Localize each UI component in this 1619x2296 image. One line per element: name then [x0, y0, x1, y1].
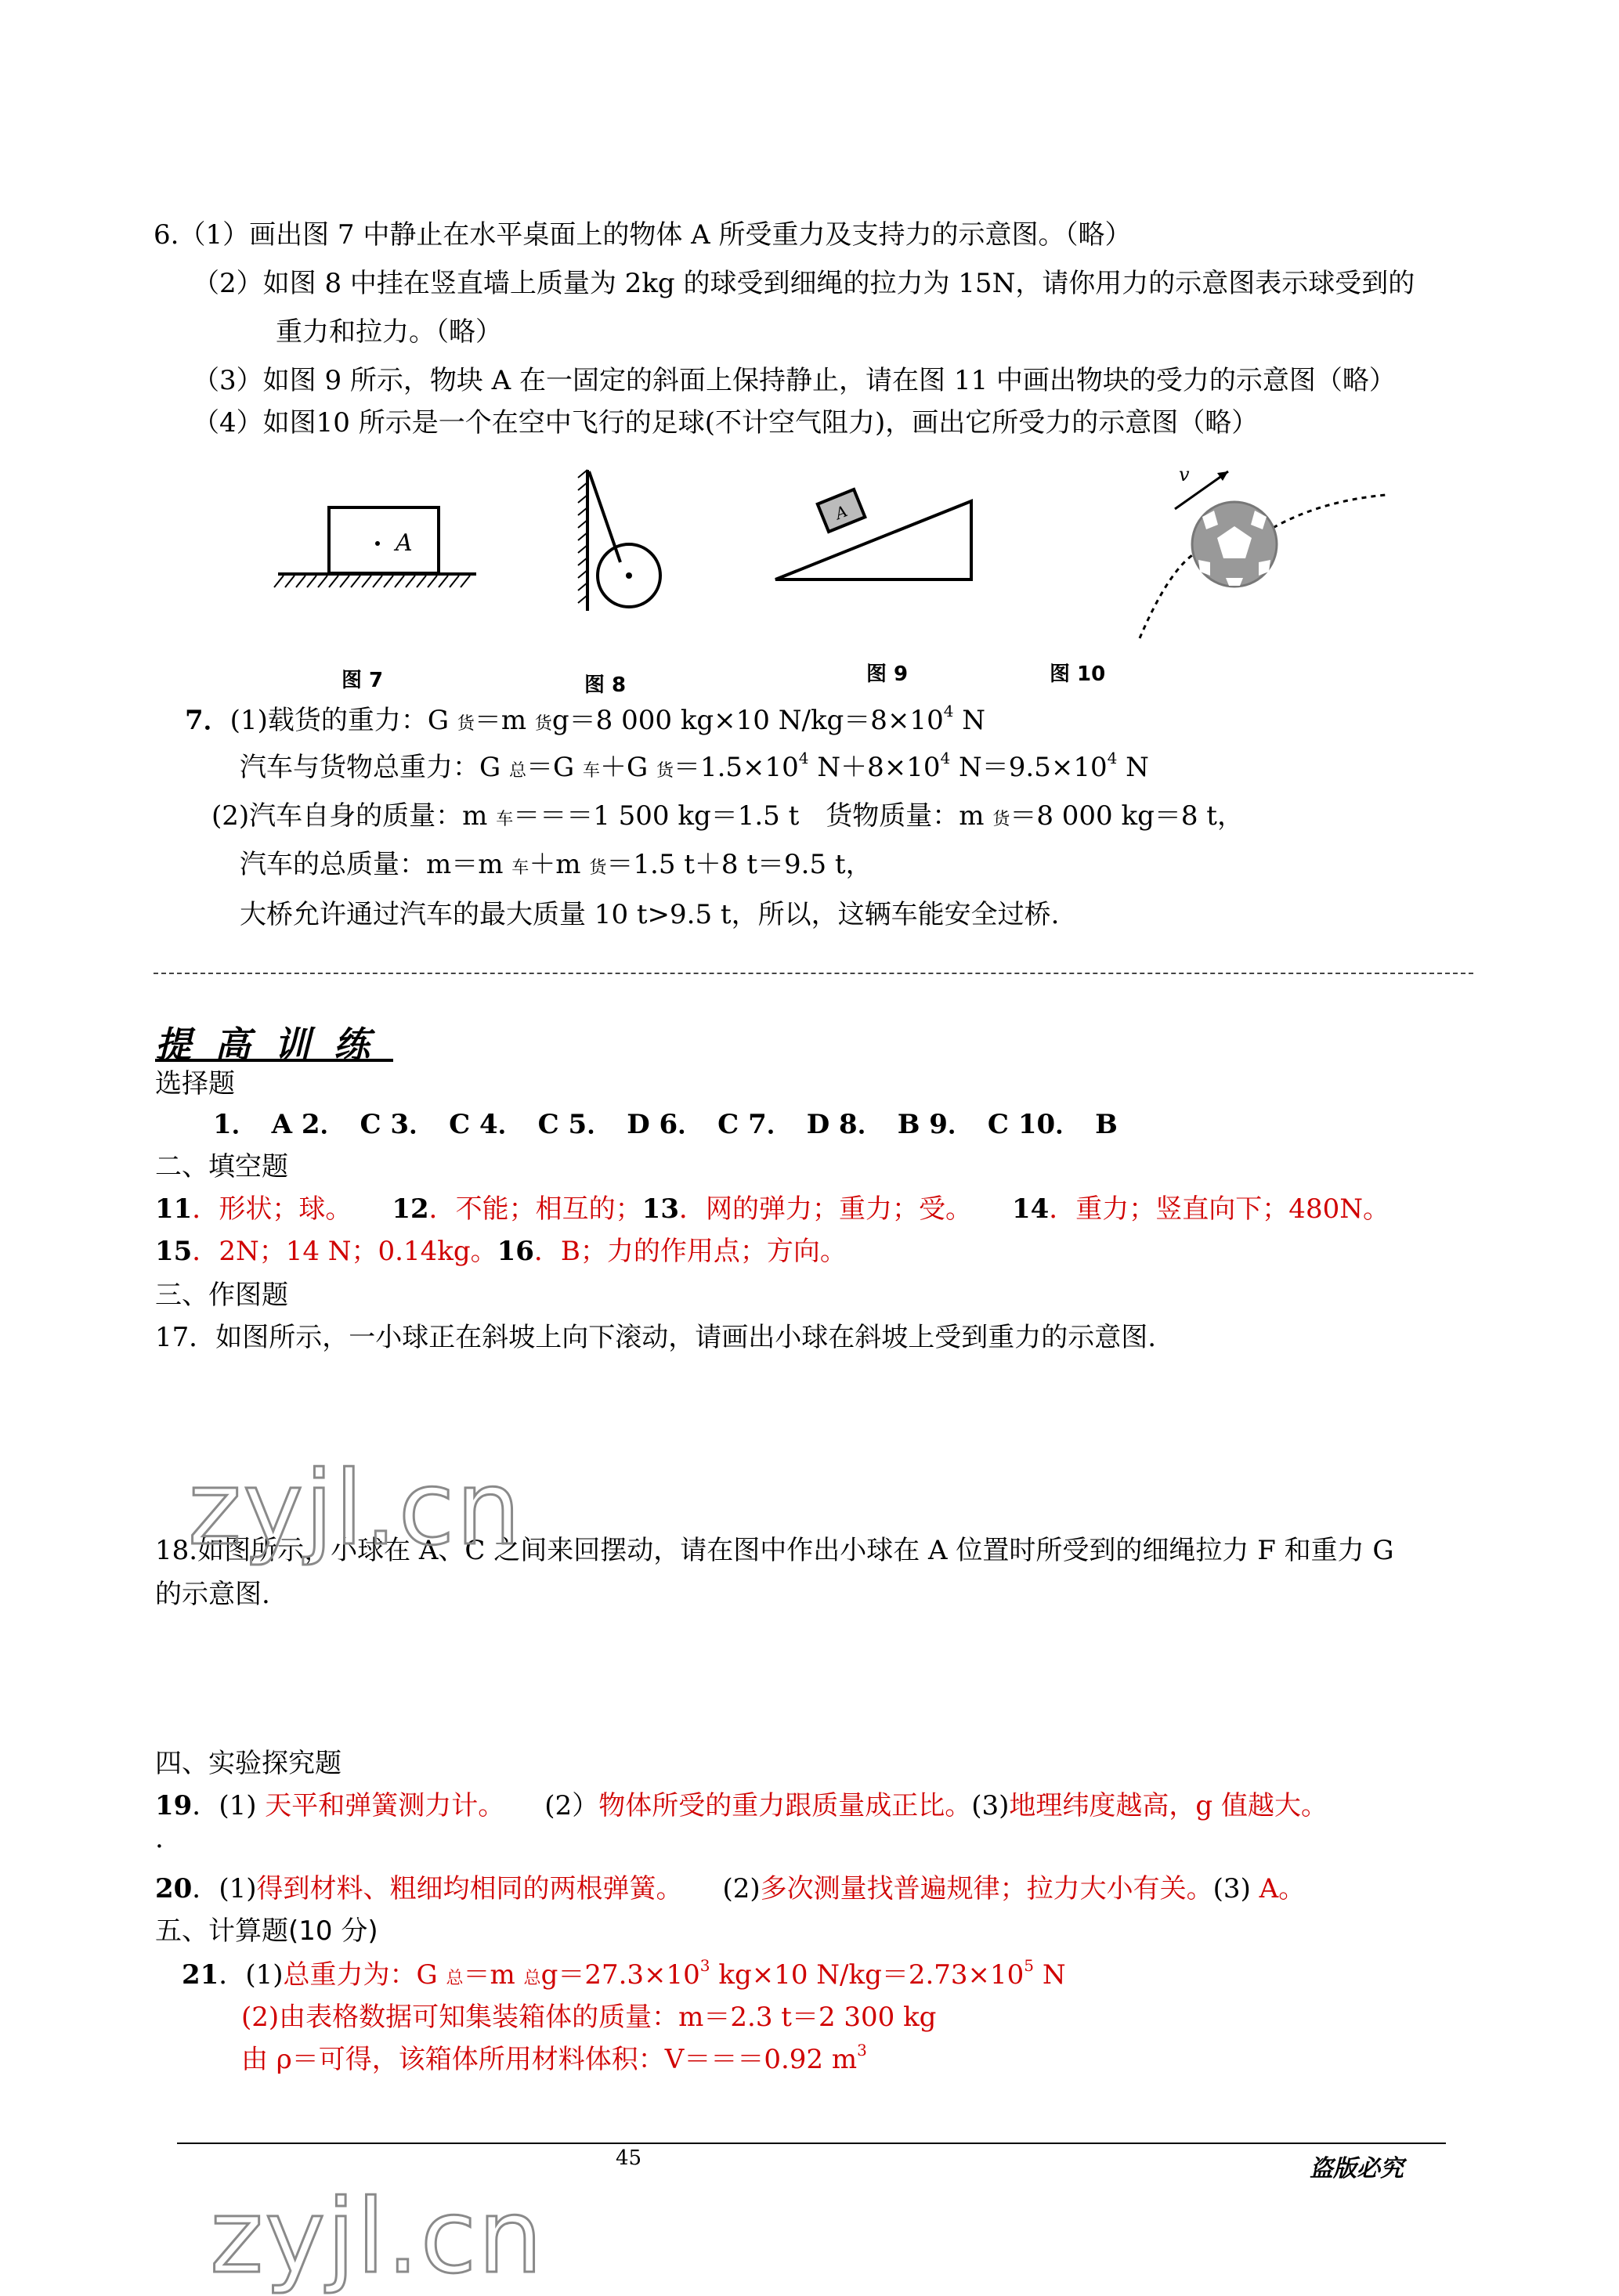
q18-line1: 18.如图所示，小球在 A、C 之间来回摆动，请在图中作出小球在 A 位置时所受到的细绳拉力 F 和重力 G — [155, 1535, 1394, 1566]
q6-line2: （2）如图 8 中挂在竖直墙上质量为 2kg 的球受到细绳的拉力为 15N，请你用力的示意图表示球受到的 — [193, 268, 1415, 299]
q20: 20．(1)得到材料、粗细均相同的两根弹簧。 (2)多次测量找普遍规律；拉力大小有关。(3) A。 — [155, 1873, 1306, 1904]
figure-7-caption: 图 7 — [342, 669, 384, 692]
draw-title: 三、作图题 — [155, 1280, 288, 1311]
figure-10-label: v — [1179, 464, 1190, 486]
watermark-1: zyjl.cn — [188, 1449, 522, 1568]
figure-9-label: A — [832, 501, 851, 523]
q11-q14-line: 11．形状；球。 12．不能；相互的；13．网的弹力；重力；受。 14．重力；竖直向下；480N。 — [155, 1193, 1390, 1225]
footer-rule — [177, 2143, 1446, 2144]
q21-line2: (2)由表格数据可知集装箱体的质量：m＝2.3 t＝2 300 kg — [241, 2002, 937, 2033]
calc-title: 五、计算题(10 分) — [155, 1915, 378, 1947]
q18-line2: 的示意图. — [155, 1579, 270, 1610]
q6-line4: （3）如图 9 所示，物块 A 在一固定的斜面上保持静止，请在图 11 中画出物块的受力的示意图（略） — [193, 365, 1396, 396]
copyright-stamp: 盗版必究 — [1310, 2155, 1404, 2182]
q6-line5: （4）如图10 所示是一个在空中飞行的足球(不计空气阻力)，画出它所受力的示意图（略） — [193, 407, 1259, 439]
figure-7-block-on-table — [274, 507, 476, 587]
fill-title: 二、填空题 — [155, 1151, 288, 1182]
q6-line1: 6.（1）画出图 7 中静止在水平桌面上的物体 A 所受重力及支持力的示意图。（略） — [154, 219, 1132, 251]
q17: 17．如图所示，一小球正在斜坡上向下滚动，请画出小球在斜坡上受到重力的示意图. — [155, 1322, 1157, 1353]
figure-7-label: A — [396, 529, 413, 557]
figure-10-caption: 图 10 — [1050, 662, 1106, 686]
figure-8-ball-on-wall — [578, 470, 660, 611]
figures-row — [266, 462, 1394, 666]
q7-line5: 大桥允许通过汽车的最大质量 10 t>9.5 t，所以，这辆车能安全过桥. — [240, 899, 1060, 930]
choice-answers: 1． A 2． C 3． C 4． C 5． D 6． C 7． D 8． B 9． C 10． B — [213, 1109, 1118, 1140]
page-number: 45 — [616, 2146, 642, 2170]
figure-9-block-on-incline — [775, 489, 971, 579]
dashed-divider — [154, 973, 1473, 974]
section-heading: 提高训练 — [155, 1023, 393, 1066]
choice-title: 选择题 — [155, 1068, 235, 1099]
q6-line3: 重力和拉力。（略） — [276, 316, 502, 348]
figure-10-flying-football — [1140, 464, 1386, 638]
q7-line1: 7．(1)载货的重力：G 货＝m 货g＝8 000 kg×10 $N/kg=8\times 10^4$ N — [185, 702, 985, 736]
q7-line2: 汽车与货物总重力：G 总＝G 车＋G 货$=1.5\times 10^4$ $N+8\times 10^4$ $N=9.5\times 10^4$ N — [240, 749, 1149, 783]
q19-dot: . — [155, 1823, 164, 1854]
q21-line1: 21．(1)总重力为：G 总＝m 总$g=27.3\times 10^3$ kg×10 $N/kg=2.73\times 10^5$ N — [182, 1956, 1066, 1991]
q19: 19．(1) 天平和弹簧测力计。 (2）物体所受的重力跟质量成正比。(3)地理纬度越高，g 值越大。 — [155, 1790, 1328, 1821]
q15-q16-line: 15．2N；14 N；0.14kg。16．B；力的作用点；方向。 — [155, 1236, 847, 1267]
figure-8-caption: 图 8 — [584, 673, 627, 697]
q21-line3: 由 ρ＝可得，该箱体所用材料体积：V＝＝＝0.92 $m^3$ — [241, 2041, 867, 2075]
watermark-2: zyjl.cn — [210, 2177, 544, 2296]
figure-9-caption: 图 9 — [866, 662, 909, 686]
q7-line4: 汽车的总质量：m＝m 车＋m 货＝1.5 t＋8 t＝9.5 t， — [240, 849, 873, 880]
q7-line3: (2)汽车自身的质量：m 车＝＝＝1 500 kg＝1.5 t 货物质量：m 货＝8 000 kg＝8 t， — [211, 800, 1244, 832]
exp-title: 四、实验探究题 — [155, 1748, 342, 1779]
